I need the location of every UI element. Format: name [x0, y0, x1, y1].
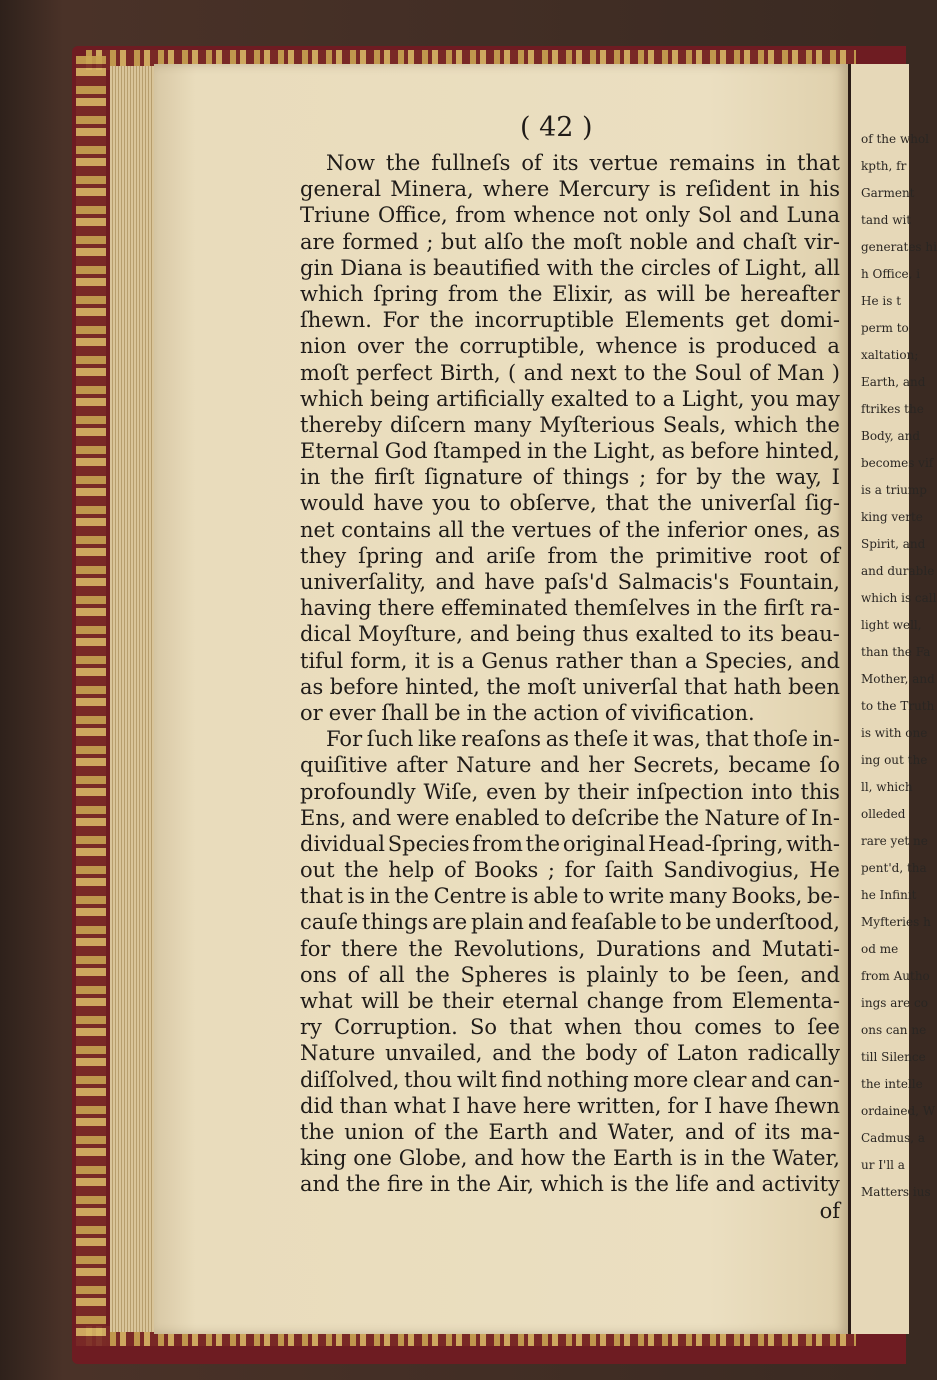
next-page-fragment: ons can ne — [861, 1023, 927, 1037]
next-page-fragment: pent'd, tha — [861, 861, 927, 875]
next-page-fragment: Earth, and — [861, 375, 926, 389]
page-number: ( 42 ) — [520, 112, 593, 143]
next-page-fragment: generates hi — [861, 240, 937, 254]
next-page-fragment: and durable — [861, 564, 935, 578]
next-page-fragment: kpth, fr — [861, 159, 907, 173]
next-page-fragment: is a triump — [861, 483, 927, 497]
next-page-fragment: perm to — [861, 321, 909, 335]
text-line: the union of the Earth and Water, and of its ma- — [300, 1119, 840, 1144]
text-line: cauſe things are plain and feaſable to be underſtood, — [300, 910, 840, 935]
text-line: moſt perfect Birth, ( and next to the Soul of Man ) — [300, 360, 840, 385]
next-page-fragment: from Autho — [861, 969, 930, 983]
text-line: ſhewn. For the incorruptible Elements get domi- — [300, 308, 840, 333]
next-page-fragment: Myfteries h — [861, 915, 931, 929]
text-line: as before hinted, the moſt univerſal that hath been — [300, 674, 840, 699]
text-line: Now the fullneſs of its vertue remains in that — [326, 151, 840, 175]
text-line: for there the Revolutions, Durations and Mutati- — [300, 936, 840, 961]
next-page-fragment: He is t — [861, 294, 902, 308]
next-page-fragment: than the Fa — [861, 645, 931, 659]
next-page-fragment: till Silence — [861, 1050, 926, 1064]
text-line: king one Globe, and how the Earth is in the Water, — [300, 1146, 840, 1171]
next-page-fragment: ftrikes the — [861, 402, 924, 416]
next-page-fragment: ur I'll a — [861, 1158, 905, 1172]
text-line: thereby diſcern many Myſterious Seals, which the — [300, 412, 840, 437]
text-line: net contains all the vertues of the inferior ones, as — [300, 517, 840, 542]
text-line: in the firſt ſignature of things ; for by the way, I — [300, 465, 840, 490]
text-line: tiful form, it is a Genus rather than a Species, and — [300, 648, 840, 673]
text-line: what will be their eternal change from Elementa- — [300, 989, 840, 1013]
text-line: which ſpring from the Elixir, as will be hereafter — [300, 281, 840, 306]
next-page-fragment: he Infinit — [861, 888, 917, 902]
text-line: or ever ſhall be in the action of vivification. — [300, 700, 755, 725]
text-line: gin Diana is beautified with the circles of Light, all — [300, 255, 840, 280]
text-line: which being artificially exalted to a Light, you may — [300, 386, 840, 411]
next-page-fragment: rare yet ne — [861, 834, 928, 848]
text-line: that is in the Centre is able to write many Books, be- — [300, 884, 840, 909]
next-page-fragment: light well, — [861, 618, 922, 632]
next-page-fragment: the intelle — [861, 1077, 923, 1091]
text-line: Triune Office, from whence not only Sol and Luna — [300, 203, 840, 228]
text-line: are formed ; but alſo the moſt noble and chaſt vir- — [300, 229, 840, 254]
next-page-fragment: Body, and — [861, 429, 921, 443]
text-line: quiſitive after Nature and her Secrets, became ſo — [300, 753, 840, 778]
text-line: they ſpring and ariſe from the primitive root of — [300, 543, 840, 568]
text-line: having there effeminated themſelves in the firſt ra- — [300, 596, 840, 621]
next-page-fragment: Matters ius — [861, 1185, 931, 1199]
text-line: dividual Species from the original Head-ſpring, with- — [300, 831, 840, 856]
next-page-fragment: becomes vif — [861, 456, 934, 470]
next-page-fragment: ordained, W — [861, 1104, 936, 1118]
gilt-border-left — [76, 56, 106, 1346]
next-page-fragment: of the whol — [861, 132, 930, 146]
text-line: and the fire in the Air, which is the life and activity — [300, 1172, 840, 1197]
next-page-fragment: od me — [861, 942, 899, 956]
page-text — [300, 150, 840, 1224]
next-page-fragment: xaltation; — [861, 348, 919, 362]
text-line: diſſolved, thou wilt find nothing more clear and can- — [300, 1067, 840, 1092]
next-page-fragment: tand wit — [861, 213, 912, 227]
right-page-edge — [848, 64, 937, 1334]
text-line: ry Corruption. So that when thou comes to ſee — [300, 1015, 840, 1040]
page-edges — [110, 66, 156, 1332]
text-line: Ens, and were enabled to deſcribe the Nature of In- — [300, 805, 840, 830]
next-page-fragment: ings are co — [861, 996, 928, 1010]
next-page-fragment: Garment — [861, 186, 915, 200]
next-page-fragment: to the Truth — [861, 699, 935, 713]
next-page-fragment: is with one — [861, 726, 928, 740]
text-line: For ſuch like reaſons as theſe it was, that thoſe in- — [326, 727, 840, 752]
next-page-fragment: ing out the — [861, 753, 928, 767]
text-line: dical Moyſture, and being thus exalted to its beau- — [300, 622, 840, 647]
next-page-fragment: h Office, i — [861, 267, 921, 281]
text-line: Nature unvailed, and the body of Laton radically — [300, 1041, 840, 1066]
next-page-fragment: Mother, and — [861, 672, 935, 686]
right-page-fragments — [851, 126, 937, 1206]
text-line: profoundly Wiſe, even by their inſpection into this — [300, 779, 840, 804]
text-line: nion over the corruptible, whence is produced a — [300, 334, 840, 359]
next-page-fragment: olleded — [861, 807, 906, 821]
catchword: of — [819, 1198, 840, 1223]
next-page-fragment: which is call — [861, 591, 937, 605]
text-line: ons of all the Spheres is plainly to be ſeen, and — [300, 962, 840, 987]
text-line: Eternal God ſtamped in the Light, as before hinted, — [300, 439, 840, 464]
text-line: univerſality, and have paſs'd Salmacis's Fountain, — [300, 570, 840, 594]
next-page-fragment: ll, which — [861, 780, 913, 794]
next-page-fragment: Spirit, and — [861, 537, 926, 551]
text-line: would have you to obſerve, that the univerſal ſig- — [300, 491, 840, 516]
next-page-fragment: Cadmus, a — [861, 1131, 926, 1145]
text-line: out the help of Books ; for ſaith Sandivogius, He — [300, 858, 840, 883]
text-line: did than what I have here written, for I have ſhewn — [300, 1093, 840, 1118]
next-page-fragment: king verte — [861, 510, 923, 524]
text-line: general Minera, where Mercury is reſident in his — [300, 177, 840, 202]
